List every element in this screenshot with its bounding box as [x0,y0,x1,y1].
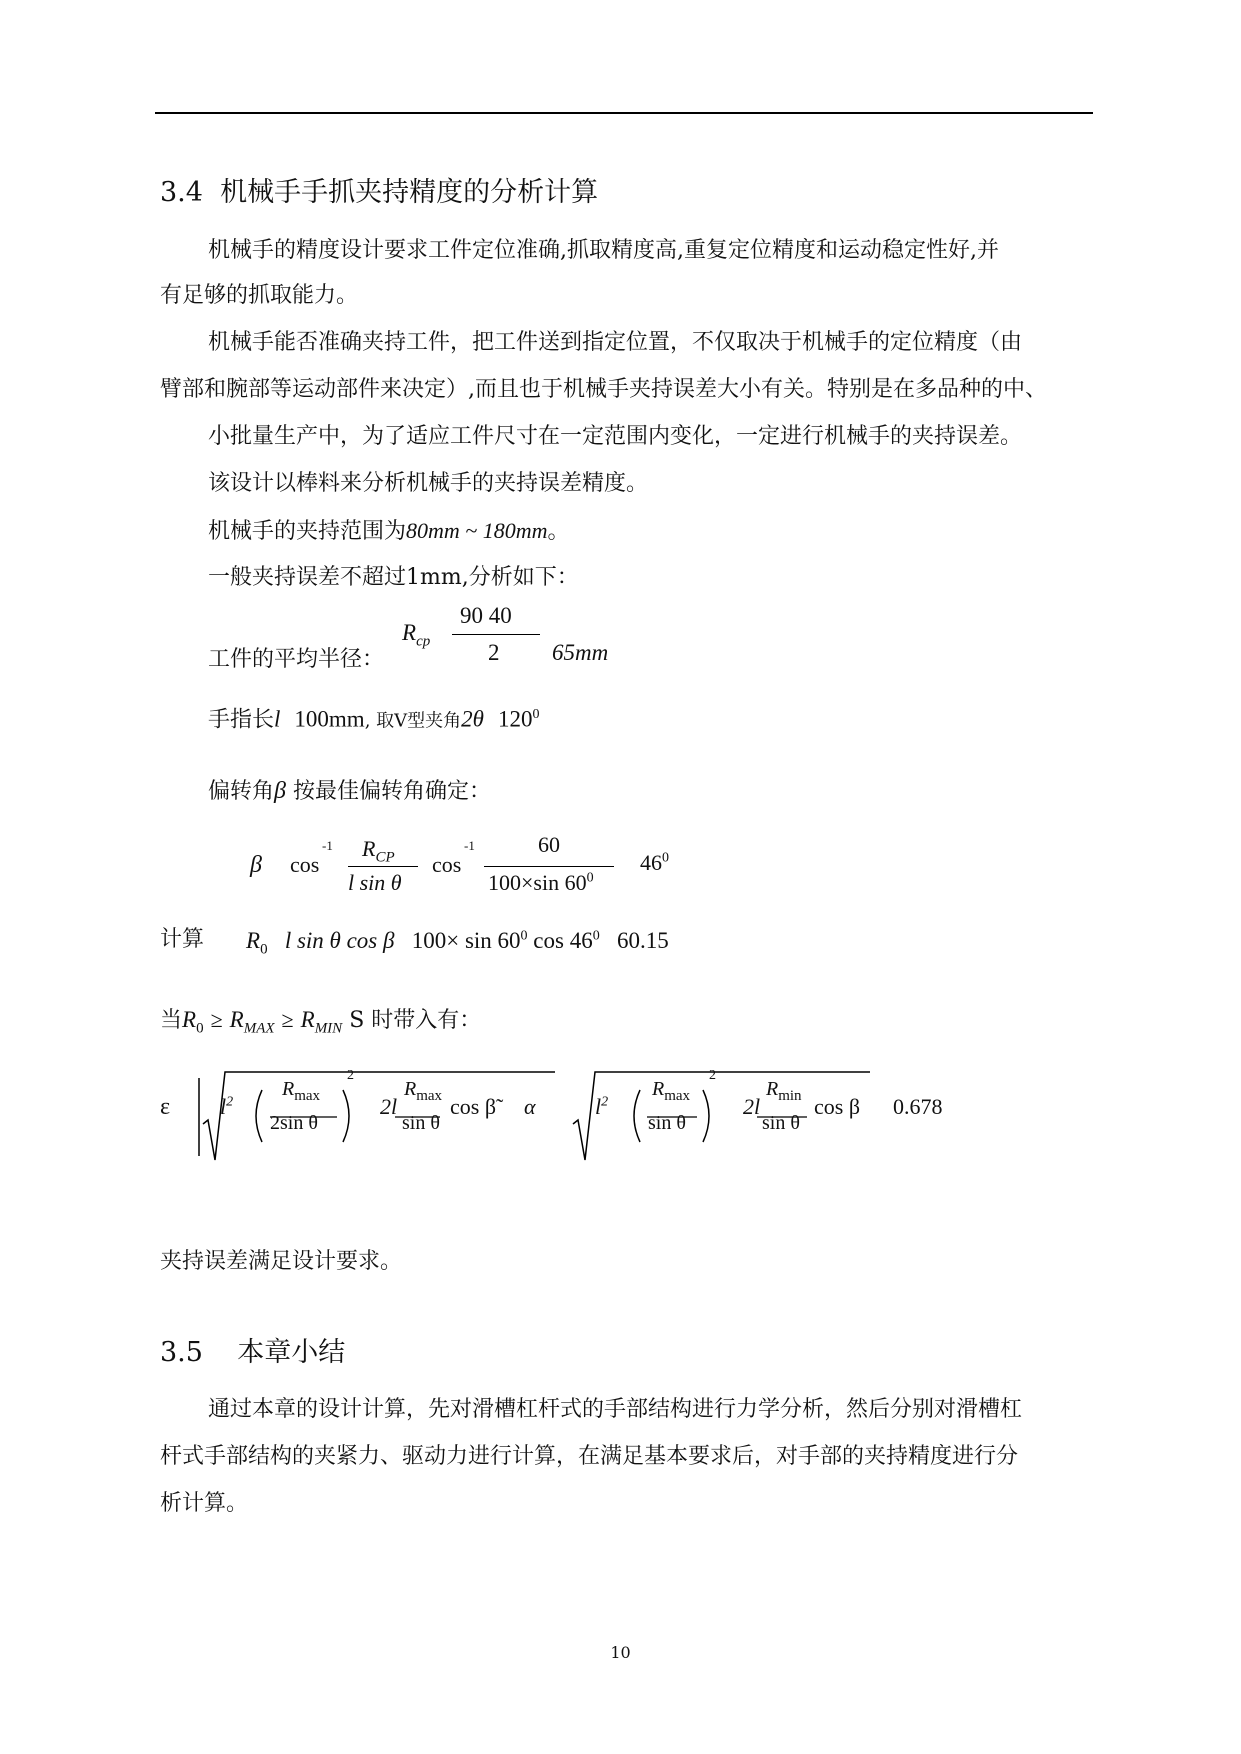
summary-line1: 通过本章的设计计算，先对滑槽杠杆式的手部结构进行力学分析，然后分别对滑槽杠 [208,1397,1023,1422]
r0-equation: $R_0$ l sin θ cos β $100\times \sin 60^0$ $\cos 46^0$ 60.15 [246,928,669,958]
eps-2l-b: 2l [743,1094,761,1119]
beta-result: $46^0$ [640,850,669,875]
summary-line2: 杆式手部结构的夹紧力、驱动力进行计算，在满足基本要求后，对手部的夹持精度进行分 [160,1444,1019,1469]
eps-alpha: α [524,1094,536,1119]
eps-den-c: sin θ [648,1112,686,1134]
para4-suffix: 。 [547,519,570,544]
calc-label: 计算 [160,927,205,952]
r0-expr: l sin θ cos β [284,928,395,953]
beta-num1: $R_{CP}$ [362,836,395,866]
condition-line: 当$R_0 \ge R_{MAX} \ge R_{MIN}$ S 时带入有： [160,1007,482,1037]
eps-den-b: sin θ [402,1112,440,1134]
eps-2l-a: 2l [380,1094,398,1119]
radius-result: 65mm [552,640,609,665]
eps-sq-c: 2 [709,1068,716,1083]
radius-var: R [402,620,417,645]
angle-var: 2θ [461,706,484,732]
eps-den-a: 2sin θ [270,1112,318,1134]
eps-sq-a: 2 [347,1068,354,1083]
section-number: 3.4 [160,177,203,208]
beta-paragraph [208,776,491,807]
para2-line2: 臂部和腕部等运动部件来决定）,而且也于机械手夹持误差大小有关。特别是在多品种的中、 [160,377,1047,402]
range-formula: 80mm ~ 180mm [406,518,548,543]
beta-cos1: cos [290,852,320,877]
eps-rmin: $R_{min}$ [766,1078,802,1104]
header-rule [155,112,1093,114]
eps-rmax-b: $R_{max}$ [404,1078,443,1104]
finger-var: l [274,706,281,732]
beta-cos2: cos [432,852,462,877]
beta-suffix: 按最佳偏转角确定： [292,779,491,804]
beta-den2: 100×sin $60^0$ [488,870,594,895]
para3: 该设计以棒料来分析机械手的夹持误差精度。 [208,471,649,496]
radius-denominator: 2 [488,640,500,665]
angle-sup: 0 [532,707,540,722]
eps-rmax-a: $R_{max}$ [282,1078,321,1104]
para2-line3: 小批量生产中，为了适应工件尺寸在一定范围内变化，一定进行机械手的夹持误差。 [208,424,1023,449]
finger-value: 100mm [294,706,365,732]
radius-sub: cp [416,633,431,650]
beta-den1: l sin θ [348,870,402,895]
eps-l2a: $l^2$ [220,1094,234,1119]
para1-line2: 有足够的抓取能力。 [160,283,359,308]
eps-l2b: $l^2$ [595,1094,609,1119]
para1-line1: 机械手的精度设计要求工件定位准确,抓取精度高,重复定位精度和运动稳定性好,并 [208,238,999,263]
r0-result: 60.15 [616,928,669,953]
beta-var: β [274,778,286,804]
eps-cos-b: cos β̃ [450,1094,497,1119]
beta-num2: 60 [538,832,560,857]
beta-frac1-bar [348,866,418,867]
finger-line [208,700,539,736]
para2-line1: 机械手能否准确夹持工件，把工件送到指定位置，不仅取决于机械手的定位精度（由 [208,330,1023,355]
summary-line3: 析计算。 [160,1491,249,1516]
radius-label: 工件的平均半径： [208,647,385,672]
section-heading-3-5 [160,1330,345,1369]
beta-lhs: β [250,852,262,878]
radius-lhs [402,620,430,651]
beta-frac2-bar [484,866,614,867]
beta-inv1: -1 [322,838,333,853]
finger-mid: , 取V型夹角 [364,710,462,732]
eps-den-d: sin θ [762,1112,800,1134]
angle-value: 120 [497,706,533,732]
section-number: 3.5 [160,1337,203,1368]
para4-prefix: 机械手的夹持范围为 [208,519,407,544]
eps-result: 0.678 [893,1094,943,1119]
beta-inv2: -1 [464,838,475,853]
page-number: 10 [610,1643,631,1662]
para5: 一般夹持误差不超过1mm,分析如下： [208,565,579,590]
eps-cos-d: cos β [814,1094,861,1119]
radius-numerator: 90 40 [460,603,512,628]
para4 [208,516,569,547]
r0-var: R [246,928,261,953]
eps-rmax-c: $R_{max}$ [652,1078,691,1104]
finger-prefix: 手指长 [208,707,275,733]
beta-prefix: 偏转角 [208,779,275,804]
section-title: 机械手手抓夹持精度的分析计算 [220,177,599,208]
section-heading-3-4 [160,170,598,209]
conclusion: 夹持误差满足设计要求。 [160,1249,403,1274]
eps-lhs: ε [160,1094,171,1120]
section-title: 本章小结 [237,1337,346,1368]
radius-fraction-bar [452,634,540,635]
